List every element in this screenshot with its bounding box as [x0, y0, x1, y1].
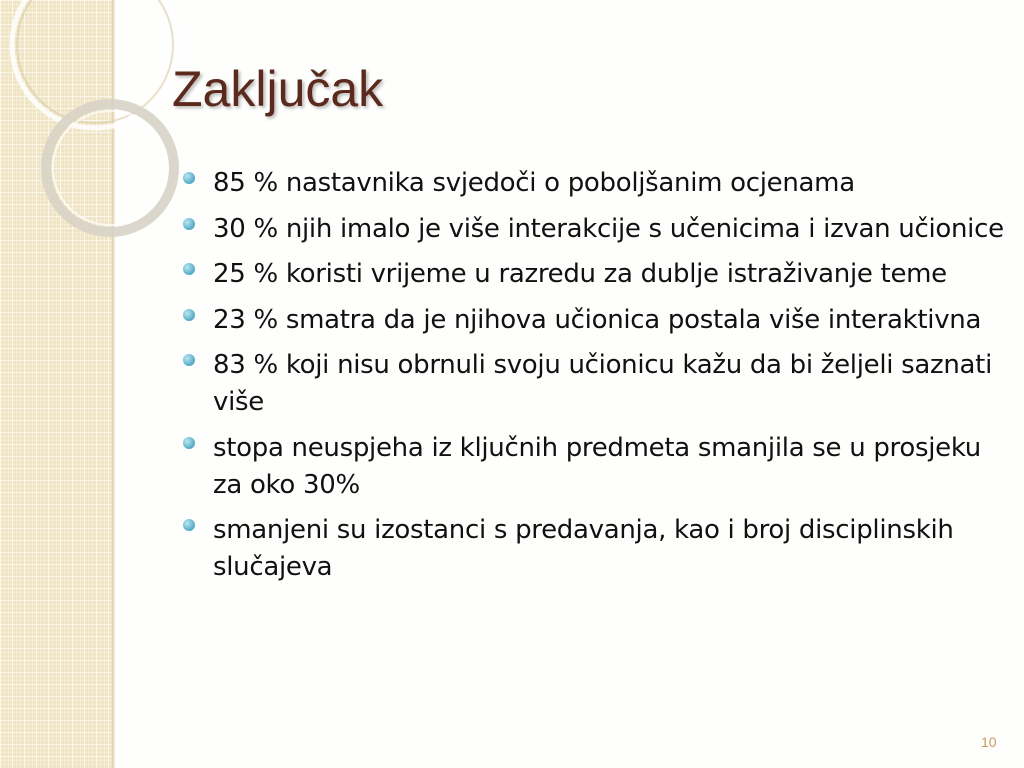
bullet-dot-icon [183, 309, 195, 321]
decorative-side-strip [0, 0, 112, 768]
bullet-dot-icon [183, 354, 195, 366]
bullet-text: 85 % nastavnika svjedoči o poboljšanim ocjenama [213, 168, 855, 198]
bullet-text: stopa neuspjeha iz ključnih predmeta smanjila se u prosjeku za oko 30% [213, 432, 981, 500]
bullet-text: 83 % koji nisu obrnuli svoju učionicu kažu da bi željeli saznati više [213, 350, 992, 417]
bullet-dot-icon [183, 437, 195, 449]
bullet-item [180, 256, 1005, 293]
bullet-item [180, 211, 1005, 248]
bullet-list [180, 165, 1005, 595]
bullet-text: 30 % njih imalo je više interakcije s učenicima i izvan učionice [213, 213, 1004, 244]
bullet-item [180, 347, 1005, 421]
bullet-dot-icon [183, 263, 195, 275]
bullet-text: 23 % smatra da je njihova učionica postala više interaktivna [213, 304, 982, 335]
bullet-item [180, 512, 1005, 586]
slide-title: Zaključak [172, 61, 384, 117]
bullet-text: smanjeni su izostanci s predavanja, kao i broj disciplinskih slučajeva [213, 515, 954, 582]
bullet-dot-icon [183, 172, 195, 184]
side-strip-edge [112, 0, 115, 768]
bullet-dot-icon [183, 519, 195, 531]
page-number: 10 [981, 734, 997, 750]
bullet-item [180, 430, 1005, 504]
bullet-item [180, 302, 1005, 339]
bullet-text: 25 % koristi vrijeme u razredu za dublje istraživanje teme [213, 259, 947, 289]
bullet-item [180, 165, 1005, 202]
bullet-dot-icon [183, 218, 195, 230]
